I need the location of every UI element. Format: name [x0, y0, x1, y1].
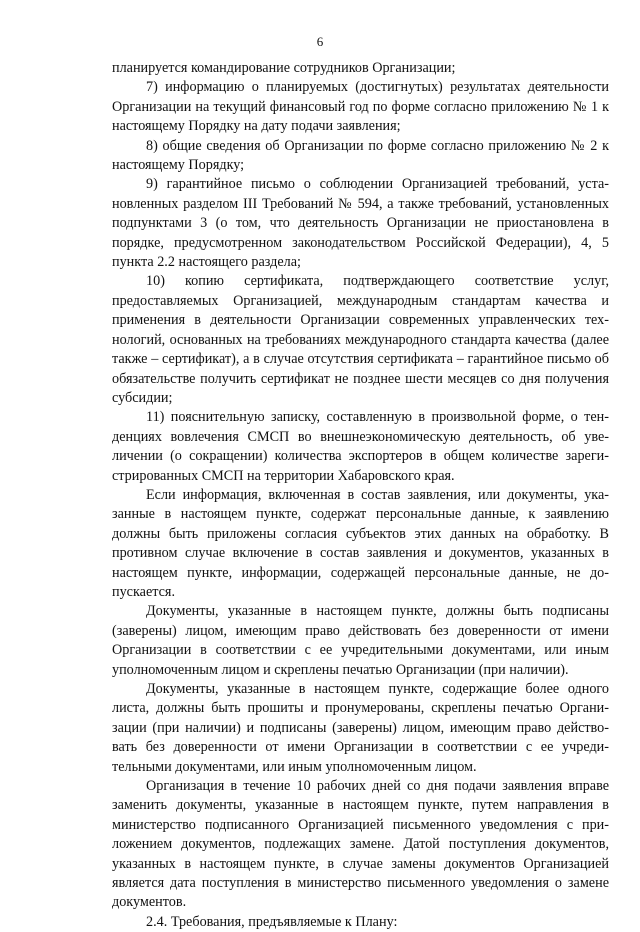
page-number: 6	[316, 34, 324, 49]
section-heading-2-4: 2.4. Требования, предъявляемые к Плану:	[146, 913, 398, 930]
paragraph-binding: Документы, указанные в настоящем пункте, содержащие более одного листа, должны быть прошиты и пронумерованы, скреплены печатью Организации (при наличии) и подписаны (заверены) лицом, имеющим право действовать без доверенности от имени Организации в соответствии с ее учредительными документами, или иным уполномоченным лицом.	[112, 681, 609, 775]
paragraph-item-8: 8) общие сведения об Организации по форме согласно приложению № 2 к настоящему Порядку;	[112, 137, 609, 174]
paragraph-replacement: Организация в течение 10 рабочих дней со дня подачи заявления вправе заменить документы, указанные в настоящем пункте, путем направления в министерство подписанного Организацией письменного уведомления с приложением документов, подлежащих замене. Датой поступления документов, указанных в настоящем пункте, в случае замены документов Организацией является дата поступления в министерство письменного уведомления о замене документов.	[112, 778, 609, 911]
paragraph-item-11: 11) пояснительную записку, составленную в произвольной форме, о тенденциях вовлечения СМСП во внешнеэкономическую деятельность, об увеличении (о сокращении) количества экспортеров в общем количестве зарегистрированных СМСП на территории Хабаровского края.	[112, 409, 609, 484]
document-body	[112, 59, 609, 932]
paragraph-personal-data: Если информация, включенная в состав заявления, или документы, указанные в настоящем пункте, содержат персональные данные, к заявлению должны быть приложены согласия субъектов этих данных на обработку. В противном случае включение в состав заявления и документов, указанных в настоящем пункте, информации, содержащей персональные данные, не допускается.	[112, 486, 609, 600]
paragraph-item-9: 9) гарантийное письмо о соблюдении Организацией требований, установленных разделом III Требований № 594, а также требований, установленных подпунктами 3 (о том, что деятельность Организации не приостановлена в порядке, предусмотренном законодательством Российской Федерации), 4, 5 пункта 2.2 настоящего раздела;	[112, 176, 609, 271]
paragraph-signing: Документы, указанные в настоящем пункте, должны быть подписаны (заверены) лицом, имеющим право действовать без доверенности от имени Организации в соответствии с ее учредительными документами, или иным уполномоченным лицом и скреплены печатью Организации (при наличии).	[112, 603, 609, 678]
paragraph-continuation: планируется командирование сотрудников Организации;	[112, 60, 456, 76]
paragraph-item-7: 7) информацию о планируемых (достигнутых) результатах деятельности Организации на текущий финансовый год по форме согласно приложению № 1 к настоящему Порядку на дату подачи заявления;	[112, 79, 609, 135]
paragraph-item-10: 10) копию сертификата, подтверждающего соответствие услуг, предоставляемых Организацией, международным стандартам качества и применения в деятельности Организации современных управленческих технологий, основанных на требованиях международного стандарта качества (далее также – сертификат), а в случае отсутствия сертификата – гарантийное письмо об обязательстве получить сертификат не позднее шести месяцев со дня получения субсидии;	[112, 273, 609, 406]
